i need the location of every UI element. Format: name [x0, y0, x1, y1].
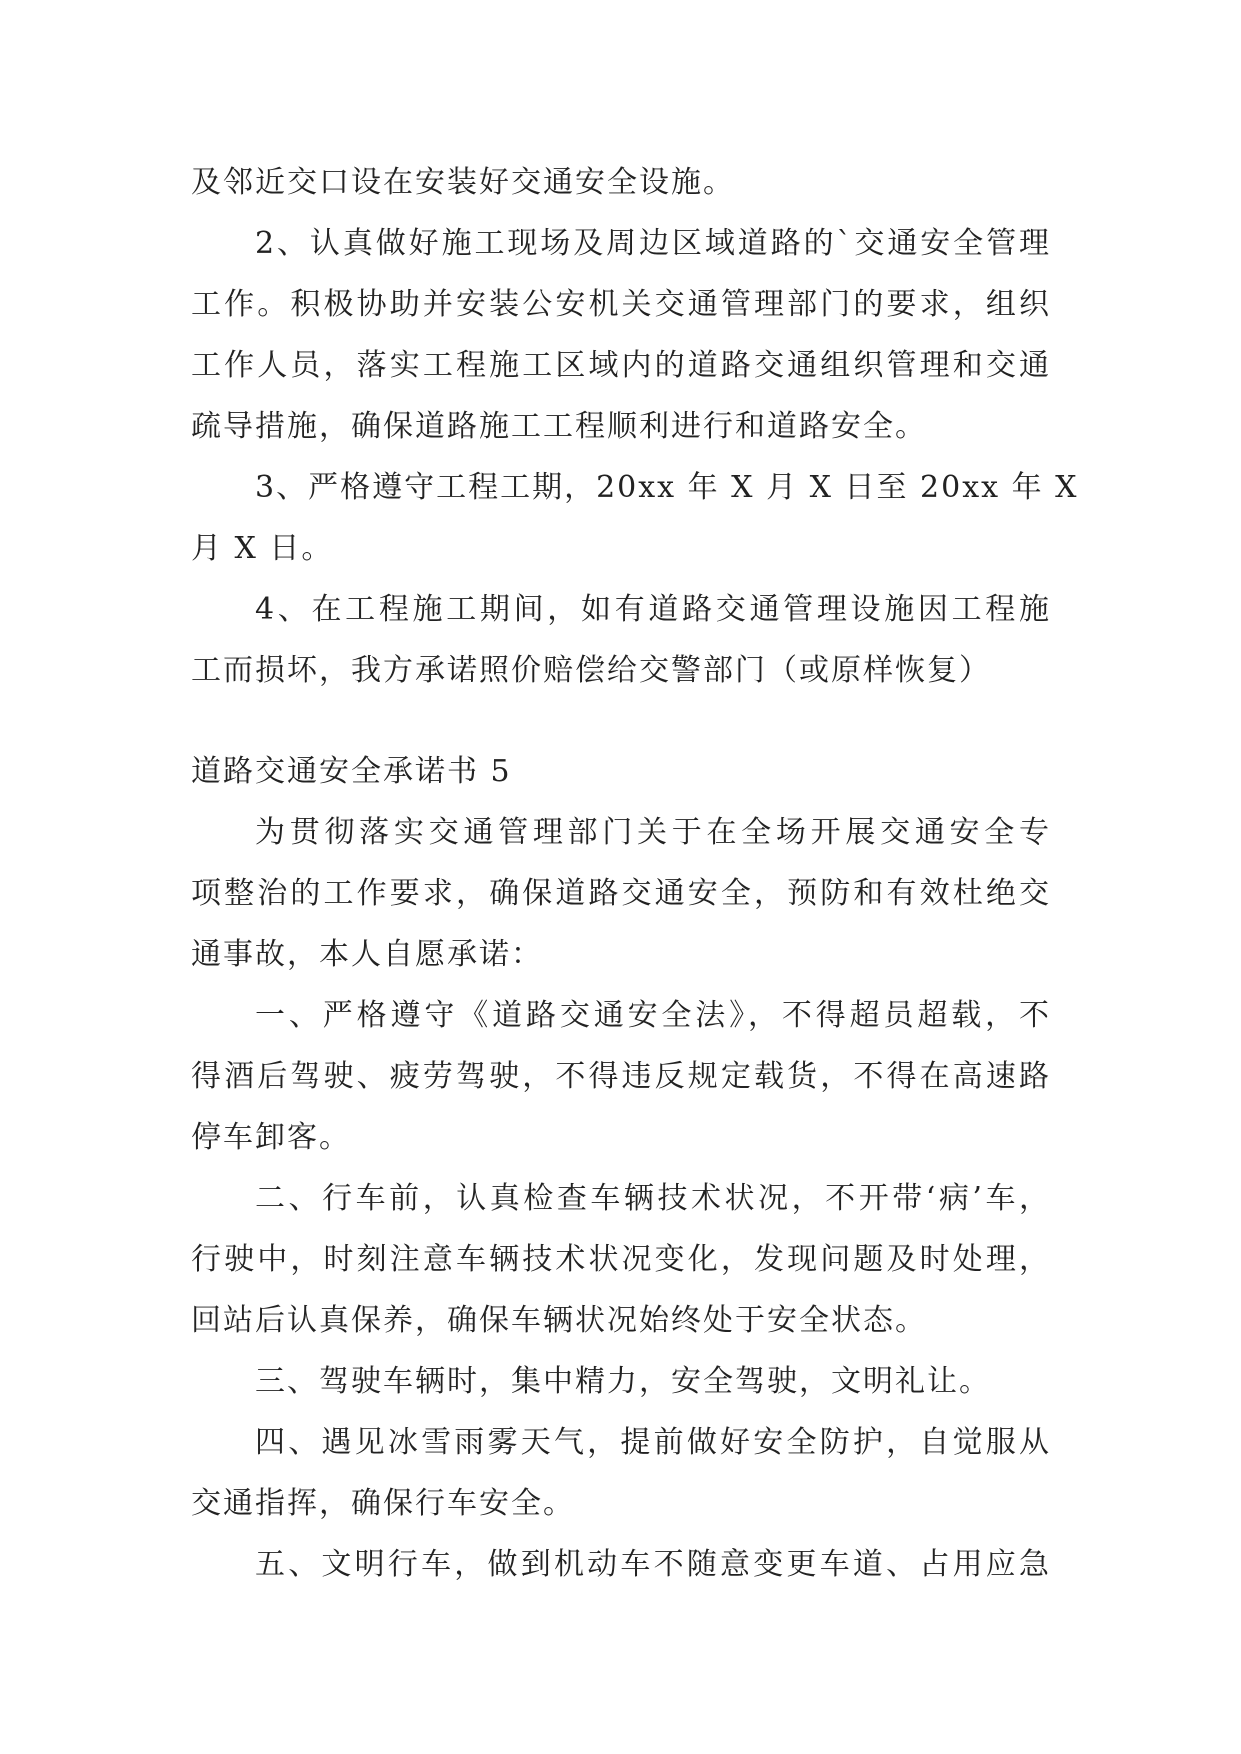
text-line: 五、文明行车，做到机动车不随意变更车道、占用应急 [255, 1547, 1051, 1582]
text-line: 工作。积极协助并安装公安机关交通管理部门的要求，组织 [191, 287, 1051, 322]
text-line: 2、认真做好施工现场及周边区域道路的`交通安全管理 [255, 226, 1051, 261]
section-paragraph-6 [191, 1534, 1051, 1595]
paragraph-4 [191, 579, 1051, 701]
text-line: 二、行车前，认真检查车辆技术状况，不开带‘病’车， [255, 1181, 1051, 1216]
text-line: 4、在工程施工期间，如有道路交通管理设施因工程施 [255, 592, 1051, 627]
text-line: 为贯彻落实交通管理部门关于在全场开展交通安全专 [255, 815, 1051, 850]
text-line: 得酒后驾驶、疲劳驾驶，不得违反规定载货，不得在高速路 [191, 1059, 1051, 1094]
text-line: 3、严格遵守工程工期，20xx 年 X 月 X 日至 20xx 年 X [255, 470, 1079, 505]
text-line: 三、驾驶车辆时，集中精力，安全驾驶，文明礼让。 [255, 1364, 991, 1399]
text-line: 行驶中，时刻注意车辆技术状况变化，发现问题及时处理， [191, 1242, 1051, 1277]
text-line: 项整治的工作要求，确保道路交通安全，预防和有效杜绝交 [191, 876, 1051, 911]
text-line: 疏导措施，确保道路施工工程顺利进行和道路安全。 [191, 409, 927, 444]
paragraph-1 [191, 152, 1051, 213]
section-paragraph-5 [191, 1412, 1051, 1534]
text-line: 交通指挥，确保行车安全。 [191, 1486, 575, 1521]
section-title: 道路交通安全承诺书 5 [191, 754, 512, 789]
paragraph-2 [191, 213, 1051, 457]
section-paragraph-3 [191, 1168, 1051, 1351]
text-line: 一、严格遵守《道路交通安全法》，不得超员超载，不 [255, 998, 1051, 1033]
text-line: 及邻近交口设在安装好交通安全设施。 [191, 165, 735, 200]
section-paragraph-1 [191, 802, 1051, 985]
text-line: 停车卸客。 [191, 1120, 351, 1155]
section-paragraph-2 [191, 985, 1051, 1168]
section-paragraph-4 [191, 1351, 1051, 1412]
paragraph-3 [191, 457, 1079, 579]
text-line: 工而损坏，我方承诺照价赔偿给交警部门（或原样恢复） [191, 653, 991, 688]
text-line: 回站后认真保养，确保车辆状况始终处于安全状态。 [191, 1303, 927, 1338]
document-body [191, 152, 1079, 1595]
text-line: 四、遇见冰雪雨雾天气，提前做好安全防护，自觉服从 [255, 1425, 1051, 1460]
text-line: 工作人员，落实工程施工区域内的道路交通组织管理和交通 [191, 348, 1051, 383]
text-line: 通事故，本人自愿承诺： [191, 937, 543, 972]
text-line: 月 X 日。 [191, 531, 334, 566]
